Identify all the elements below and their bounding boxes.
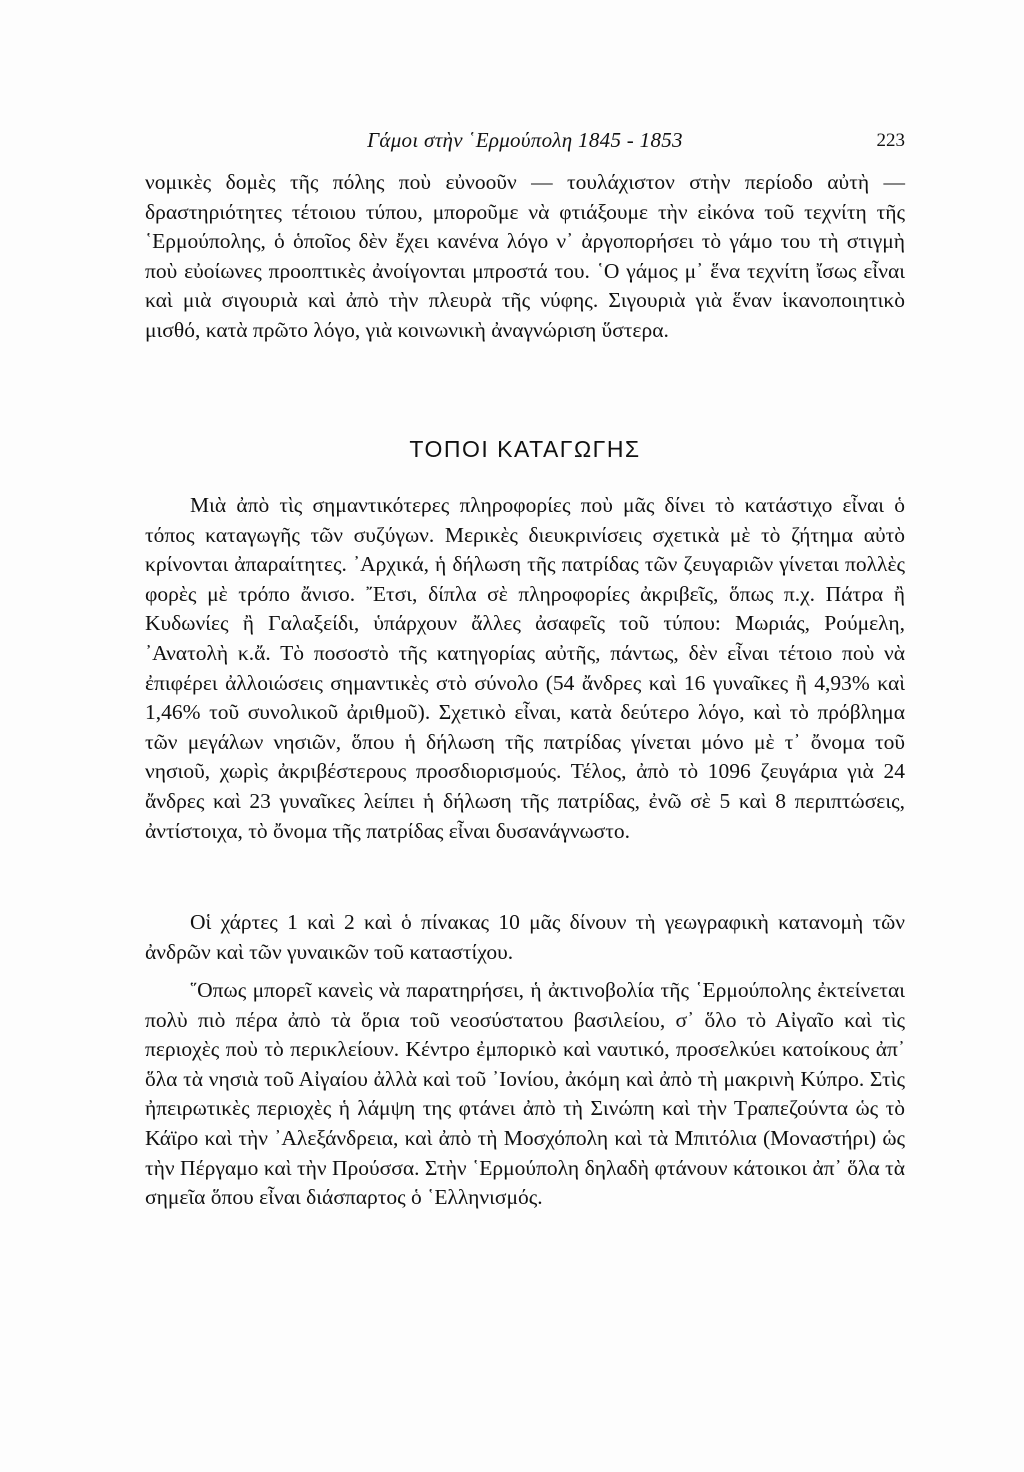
- paragraph-4-text: ῞Οπως μπορεῖ κανεὶς νὰ παρατηρήσει, ἡ ἀκτινοβολία τῆς ῾Ερμούπολης ἐκτείνεται πολὺ πιὸ πέρα ἀπὸ τὰ ὅρια τοῦ νεοσύστατου βασιλείου, σ᾿ ὅλο τὸ Αἰγαῖο καὶ τὶς περιοχὲς ποὺ τὸ περικλείουν. Κέντρο ἐμπορικὸ καὶ ναυτικό, προσελκύει κατοίκους ἀπ᾿ ὅλα τὰ νησιὰ τοῦ Αἰγαίου ἀλλὰ καὶ τοῦ ᾿Ιονίου, ἀκόμη καὶ ἀπὸ τὴ μακρινὴ Κύπρο. Στὶς ἠπειρωτικὲς περιοχὲς ἡ λάμψη της φτάνει ἀπὸ τὴ Σινώπη καὶ τὴν Τραπεζούντα ὡς τὸ Κάϊρο καὶ τὴν ᾿Αλεξάνδρεια, καὶ ἀπὸ τὴ Μοσχόπολη καὶ τὰ Μπιτόλια (Μοναστήρι) ὡς τὴν Πέργαμο καὶ τὴν Προύσσα. Στὴν ῾Ερμούπολη δηλαδὴ φτάνουν κάτοικοι ἀπ᾿ ὅλα τὰ σημεῖα ὅπου εἶναι διάσπαρτος ὁ ῾Ελληνισμός.: [145, 978, 905, 1210]
- paragraph-1-text: νομικὲς δομὲς τῆς πόλης ποὺ εὐνοοῦν — τουλάχιστον στὴν περίοδο αὐτὴ — δραστηριότητες τέτοιου τύπου, μποροῦμε νὰ φτιάξουμε τὴν εἰκόνα τοῦ τεχνίτη τῆς ῾Ερμούπολης, ὁ ὁποῖος δὲν ἔχει κανένα λόγο ν᾿ ἀργοπορήσει τὸ γάμο του τὴ στιγμὴ ποὺ εὐοίωνες προοπτικὲς ἀνοίγονται μπροστά του. ῾Ο γάμος μ᾿ ἕνα τεχνίτη ἴσως εἶναι καὶ μιὰ σιγουριὰ καὶ ἀπὸ τὴν πλευρὰ τῆς νύφης. Σιγουριὰ γιὰ ἕναν ἱκανοποιητικὸ μισθό, κατὰ πρῶτο λόγο, γιὰ κοινωνικὴ ἀναγνώριση ὕστερα.: [145, 170, 905, 342]
- paragraph-4: [145, 976, 905, 1213]
- page-number: 223: [876, 130, 905, 151]
- running-header: [145, 128, 905, 158]
- paragraph-3: [145, 908, 905, 967]
- section-heading: ΤΟΠΟΙ ΚΑΤΑΓΩΓΗΣ: [409, 436, 641, 462]
- paragraph-2-text: Μιὰ ἀπὸ τὶς σημαντικότερες πληροφορίες ποὺ μᾶς δίνει τὸ κατάστιχο εἶναι ὁ τόπος καταγωγῆς τῶν συζύγων. Μερικὲς διευκρινίσεις σχετικὰ μὲ τὸ ζήτημα αὐτὸ κρίνονται ἀπαραίτητες. ᾿Αρχικά, ἡ δήλωση τῆς πατρίδας τῶν ζευγαριῶν γίνεται πολλὲς φορὲς μὲ τρόπο ἄνισο. ῎Ετσι, δίπλα σὲ πληροφορίες ἀκριβεῖς, ὅπως π.χ. Πάτρα ἢ Κυδωνίες ἢ Γαλαξείδι, ὑπάρχουν ἄλλες ἀσαφεῖς τοῦ τύπου: Μωριάς, Ρούμελη, ᾿Ανατολὴ κ.ἄ. Τὸ ποσοστὸ τῆς κατηγορίας αὐτῆς, πάντως, δὲν εἶναι τέτοιο ποὺ νὰ ἐπιφέρει ἀλλοιώσεις σημαντικὲς στὸ σύνολο (54 ἄνδρες καὶ 16 γυναῖκες ἢ 4,93% καὶ 1,46% τοῦ συνολικοῦ ἀριθμοῦ). Σχετικὸ εἶναι, κατὰ δεύτερο λόγο, καὶ τὸ πρόβλημα τῶν μεγάλων νησιῶν, ὅπου ἡ δήλωση τῆς πατρίδας γίνεται μόνο μὲ τ᾿ ὄνομα τοῦ νησιοῦ, χωρὶς ἀκριβέστερους προσδιορισμούς. Τέλος, ἀπὸ τὸ 1096 ζευγάρια γιὰ 24 ἄνδρες καὶ 23 γυναῖκες λείπει ἡ δήλωση τῆς πατρίδας, ἐνῶ σὲ 5 καὶ 8 περιπτώσεις, ἀντίστοιχα, τὸ ὄνομα τῆς πατρίδας εἶναι δυσανάγνωστο.: [145, 493, 905, 843]
- paragraph-3-text: Οἱ χάρτες 1 καὶ 2 καὶ ὁ πίνακας 10 μᾶς δίνουν τὴ γεωγραφικὴ κατανομὴ τῶν ἀνδρῶν καὶ τῶν γυναικῶν τοῦ καταστίχου.: [145, 910, 905, 964]
- paragraph-1: [145, 168, 905, 346]
- paragraph-2: [145, 491, 905, 846]
- running-title: Γάμοι στὴν ῾Ερμούπολη 1845 - 1853: [367, 128, 683, 152]
